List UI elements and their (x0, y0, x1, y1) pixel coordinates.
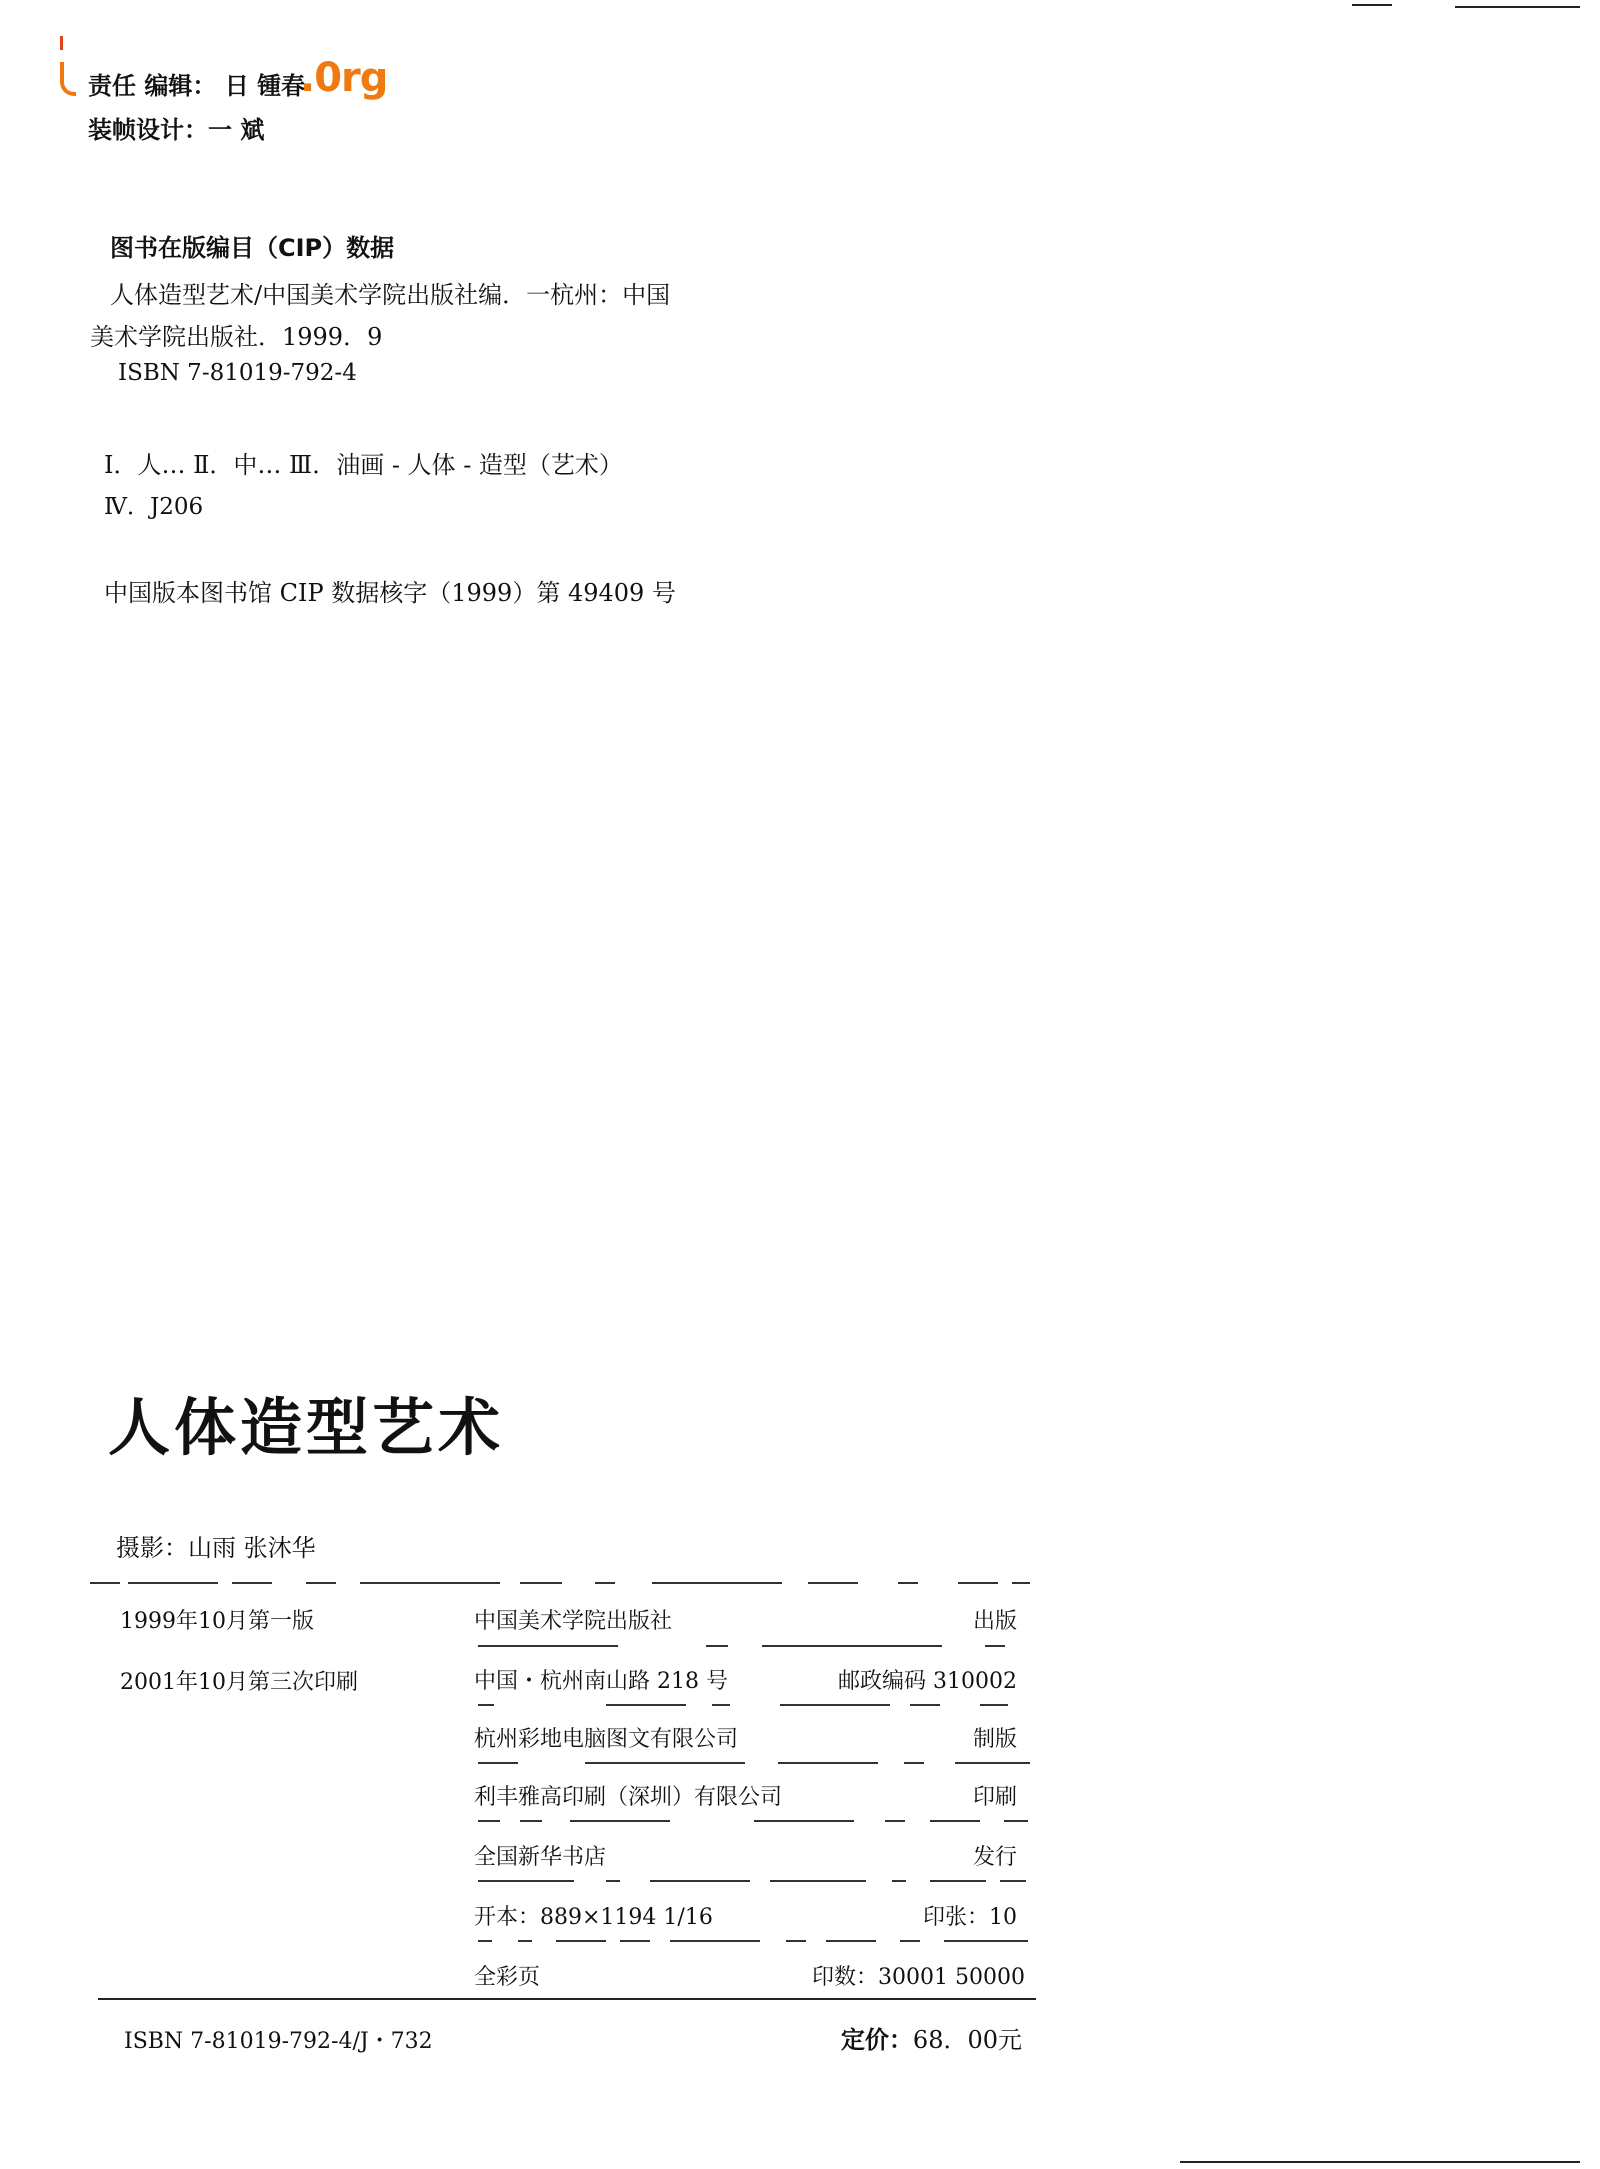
row-underline (892, 1880, 906, 1882)
watermark-logo: .0rg (300, 55, 388, 101)
row-underline (778, 1762, 878, 1764)
price-label: 定价： (840, 2026, 913, 2054)
row-underline (955, 1762, 1030, 1764)
row-underline (670, 1940, 760, 1942)
dash-rule (898, 1582, 918, 1584)
editor-credit: 责任 编辑： 日 锺春 (88, 72, 306, 100)
row-underline (1004, 1820, 1028, 1822)
row-underline (826, 1940, 876, 1942)
row-underline (885, 1820, 905, 1822)
cip-line-1: 人体造型艺术/中国美术学院出版社编．一杭州：中国 (110, 281, 671, 309)
row-plate-role: 制版 (972, 1727, 1017, 1752)
row-underline (762, 1645, 942, 1647)
dash-rule (808, 1582, 858, 1584)
row-underline (712, 1704, 730, 1706)
row-publisher-role: 出版 (972, 1609, 1017, 1634)
row-underline (706, 1645, 728, 1647)
dash-rule (958, 1582, 998, 1584)
row-underline (904, 1762, 924, 1764)
row-format: 开本：889×1194 1/16 (474, 1905, 713, 1930)
row-postcode: 邮政编码 310002 (838, 1669, 1017, 1694)
dash-rule (652, 1582, 782, 1584)
book-title: 人体造型艺术 (108, 1391, 505, 1464)
edition-print: 2001年10月第三次印刷 (120, 1670, 358, 1695)
row-underline (518, 1940, 532, 1942)
row-underline (585, 1762, 745, 1764)
dash-rule (520, 1582, 562, 1584)
row-underline (520, 1820, 542, 1822)
row-underline (606, 1880, 620, 1882)
row-underline (985, 1645, 1005, 1647)
row-underline (786, 1940, 806, 1942)
row-underline (780, 1704, 890, 1706)
row-underline (478, 1704, 494, 1706)
row-underline (650, 1880, 750, 1882)
dash-rule (1012, 1582, 1030, 1584)
bottom-edge-rule (1180, 2161, 1580, 2163)
row-underline (478, 1940, 492, 1942)
row-underline (620, 1940, 650, 1942)
row-underline (910, 1704, 940, 1706)
dash-rule (232, 1582, 272, 1584)
row-underline (1000, 1880, 1026, 1882)
watermark-bar (60, 36, 63, 50)
row-address: 中国・杭州南山路 218 号 (474, 1669, 728, 1694)
watermark-curl (60, 62, 76, 96)
top-rule-right (1455, 6, 1580, 8)
cip-isbn: ISBN 7-81019-792-4 (118, 360, 357, 386)
cip-heading: 图书在版编目（CIP）数据 (110, 234, 395, 262)
dash-rule (90, 1582, 120, 1584)
row-color-pages: 全彩页 (474, 1965, 541, 1990)
row-print-run: 印数：30001 50000 (812, 1965, 1025, 1990)
row-printer-role: 印刷 (972, 1785, 1017, 1810)
row-underline (478, 1645, 618, 1647)
row-underline (478, 1820, 500, 1822)
dash-rule (128, 1582, 218, 1584)
cip-record: 中国版本图书馆 CIP 数据核字（1999）第 49409 号 (104, 579, 676, 607)
footer-price (841, 2020, 1022, 2055)
price-value: 68．00元 (912, 2026, 1022, 2054)
row-underline (606, 1704, 686, 1706)
row-underline (930, 1820, 980, 1822)
cip-class-2: Ⅳ．J206 (104, 494, 204, 520)
row-underline (570, 1820, 670, 1822)
row-underline (754, 1820, 854, 1822)
row-printer: 利丰雅高印刷（深圳）有限公司 (474, 1785, 783, 1810)
row-distributor: 全国新华书店 (474, 1845, 607, 1870)
row-underline (944, 1940, 1028, 1942)
cip-class-1: Ⅰ．人… Ⅱ．中… Ⅲ．油画 - 人体 - 造型（艺术） (104, 451, 623, 479)
photography-credit: 摄影：山雨 张沐华 (116, 1534, 316, 1562)
dash-rule (595, 1582, 615, 1584)
row-underline (478, 1762, 518, 1764)
designer-credit: 装帧设计：一 斌 (88, 116, 265, 144)
row-distributor-role: 发行 (972, 1845, 1017, 1870)
row-underline (770, 1880, 866, 1882)
row-plate-maker: 杭州彩地电脑图文有限公司 (474, 1727, 739, 1752)
bottom-rule (98, 1998, 1036, 2000)
row-underline (930, 1880, 986, 1882)
dash-rule (360, 1582, 500, 1584)
row-underline (900, 1940, 920, 1942)
footer-isbn: ISBN 7-81019-792-4/J・732 (124, 2029, 433, 2054)
row-underline (556, 1940, 606, 1942)
cip-line-2: 美术学院出版社．1999．9 (90, 323, 383, 351)
row-sheets: 印张：10 (923, 1905, 1017, 1930)
row-publisher: 中国美术学院出版社 (474, 1609, 673, 1634)
row-underline (980, 1704, 1008, 1706)
dash-rule (306, 1582, 336, 1584)
edition-first: 1999年10月第一版 (120, 1609, 314, 1634)
top-rule-left (1352, 4, 1392, 6)
row-underline (478, 1880, 574, 1882)
